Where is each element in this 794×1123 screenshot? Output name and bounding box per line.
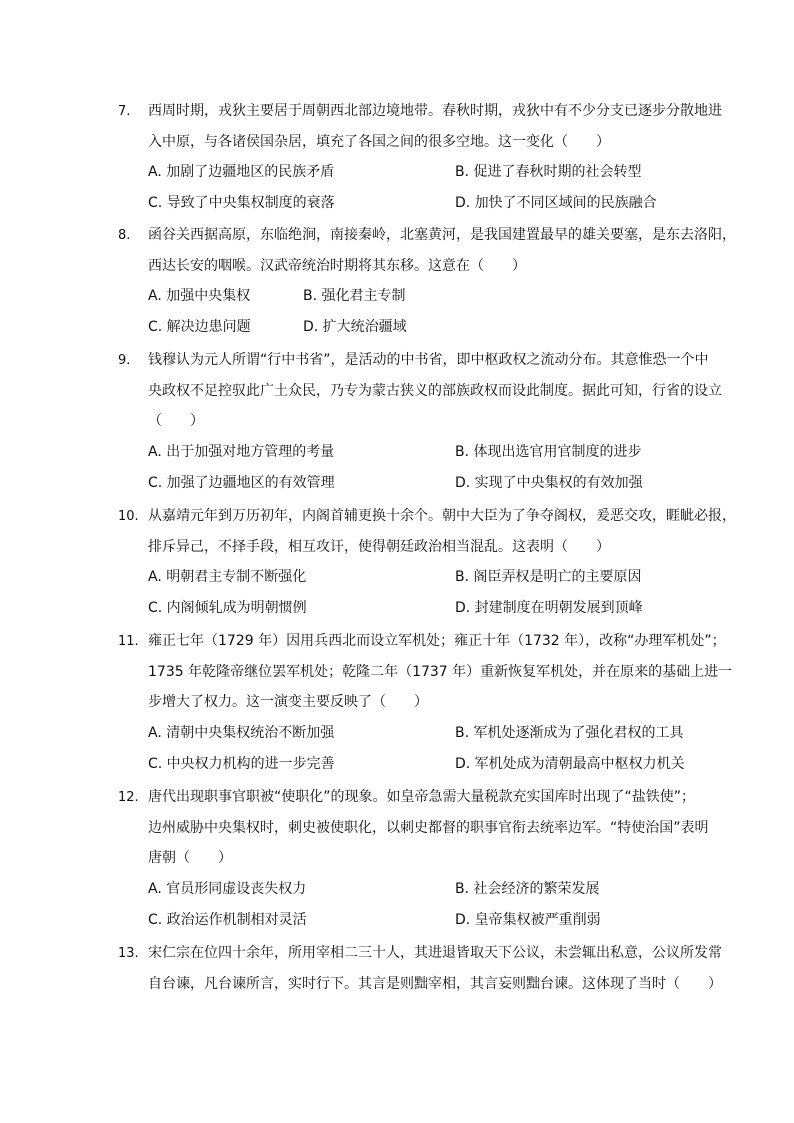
option-c: C. 导致了中央集权制度的衰落 (148, 195, 335, 211)
option-b: B. 社会经济的繁荣发展 (455, 880, 600, 897)
question-stem (148, 782, 718, 874)
question-stem (148, 220, 736, 281)
question-number: 8. (118, 228, 131, 243)
option-c: C. 政治运作机制相对灵活 (148, 911, 307, 928)
stem-line: （ ） (148, 413, 204, 429)
question-9 (118, 352, 722, 499)
options (148, 562, 718, 624)
option-d: D. 军机处成为清朝最高中枢权力机关 (455, 755, 685, 772)
question-12 (118, 790, 718, 936)
question-number: 13. (118, 946, 139, 961)
question-stem (148, 501, 736, 562)
question-stem (148, 626, 733, 718)
stem-line: 钱穆认为元人所谓“行中书省”，是活动的中书省，即中枢政权之流动分布。其意惟恐一个中 (148, 352, 709, 368)
question-number: 9. (118, 353, 131, 368)
question-11 (118, 633, 733, 780)
option-a: A. 加强中央集权 (148, 288, 251, 304)
option-b: B. 强化君主专制 (303, 288, 406, 304)
stem-line: 从嘉靖元年到万历初年，内阁首辅更换十余个。朝中大臣为了争夺阁权，爰恶交攻，睚眦必报， (148, 508, 736, 524)
options (148, 281, 718, 343)
option-c: C. 内阁倾轧成为明朝惯例 (148, 600, 307, 616)
question-stem (148, 96, 722, 157)
stem-line: 边州威胁中央集权时，刺史被使职化，以刺史都督的职事官衔去统率边军。“特使治国”表明 (148, 819, 709, 836)
option-d: D. 扩大统治疆域 (303, 319, 407, 335)
option-a: A. 明朝君主专制不断强化 (148, 569, 307, 585)
options (148, 874, 718, 936)
option-b: B. 体现出选官用官制度的进步 (455, 443, 642, 460)
question-13 (118, 945, 722, 999)
option-c: C. 加强了边疆地区的有效管理 (148, 474, 335, 491)
options (148, 157, 718, 219)
option-d: D. 实现了中央集权的有效加强 (455, 474, 643, 491)
option-d: D. 皇帝集权被严重削弱 (455, 911, 601, 928)
question-7 (118, 103, 722, 219)
option-a: A. 清朝中央集权统治不断加强 (148, 724, 335, 741)
option-b: B. 促进了春秋时期的社会转型 (455, 164, 642, 180)
options (148, 437, 718, 499)
option-a: A. 出于加强对地方管理的考量 (148, 443, 335, 460)
stem-line: 自台谏，凡台谏所言，实时行下。其言是则黜宰相，其言妄则黜台谏。这体现了当时（ ） (148, 975, 722, 992)
option-a: A. 官员形同虚设丧失权力 (148, 880, 307, 897)
question-8 (118, 227, 736, 343)
option-d: D. 封建制度在明朝发展到顶峰 (455, 600, 643, 616)
stem-line: 西达长安的咽喉。汉武帝统治时期将其东移。这意在（ ） (148, 257, 526, 274)
stem-line: 唐代出现职事官职被“使职化”的现象。如皇帝急需大量税款充实国库时出现了“盐铁使”； (148, 789, 696, 805)
stem-line: 排斥异己，不择手段，相互攻讦，使得朝廷政治相当混乱。这表明（ ） (148, 538, 610, 555)
question-number: 10. (118, 509, 139, 524)
stem-line: 唐朝（ ） (148, 850, 232, 866)
options (148, 718, 718, 780)
option-b: B. 阁臣弄权是明亡的主要原因 (455, 569, 642, 585)
stem-line: 西周时期，戎狄主要居于周朝西北部边境地带。春秋时期，戎狄中有不少分支已逐步分散地进 (148, 103, 722, 119)
stem-line: 央政权不足控驭此广土众民，乃专为蒙古狭义的部族政权而设此制度。据此可知，行省的设立 (148, 382, 722, 399)
stem-line: 入中原，与各诸侯国杂居，填充了各国之间的很多空地。这一变化（ ） (148, 133, 610, 150)
option-d: D. 加快了不同区域间的民族融合 (455, 195, 657, 211)
stem-line: 宋仁宗在位四十余年，所用宰相二三十人，其进退皆取天下公议，未尝辄出私意，公议所发常 (148, 945, 722, 961)
question-number: 11. (118, 634, 139, 649)
question-number: 7. (118, 104, 131, 119)
question-10 (118, 508, 736, 624)
option-b: B. 军机处逐渐成为了强化君权的工具 (455, 724, 684, 741)
question-number: 12. (118, 790, 139, 805)
question-stem (148, 938, 722, 999)
stem-line: 步增大了权力。这一演变主要反映了（ ） (148, 694, 428, 710)
stem-line: 1735 年乾隆帝继位罢军机处；乾隆二年（1737 年）重新恢复军机处，并在原来的基础上进一 (148, 663, 733, 680)
stem-line: 雍正七年（1729 年）因用兵西北而设立军机处；雍正十年（1732 年），改称“办理军机处”； (148, 633, 726, 649)
option-c: C. 中央权力机构的进一步完善 (148, 755, 335, 772)
stem-line: 函谷关西据高原，东临绝涧，南接秦岭，北塞黄河，是我国建置最早的雄关要塞，是东去洛阳， (148, 227, 736, 243)
option-a: A. 加剧了边疆地区的民族矛盾 (148, 164, 335, 180)
option-c: C. 解决边患问题 (148, 319, 251, 335)
question-stem (148, 345, 722, 437)
